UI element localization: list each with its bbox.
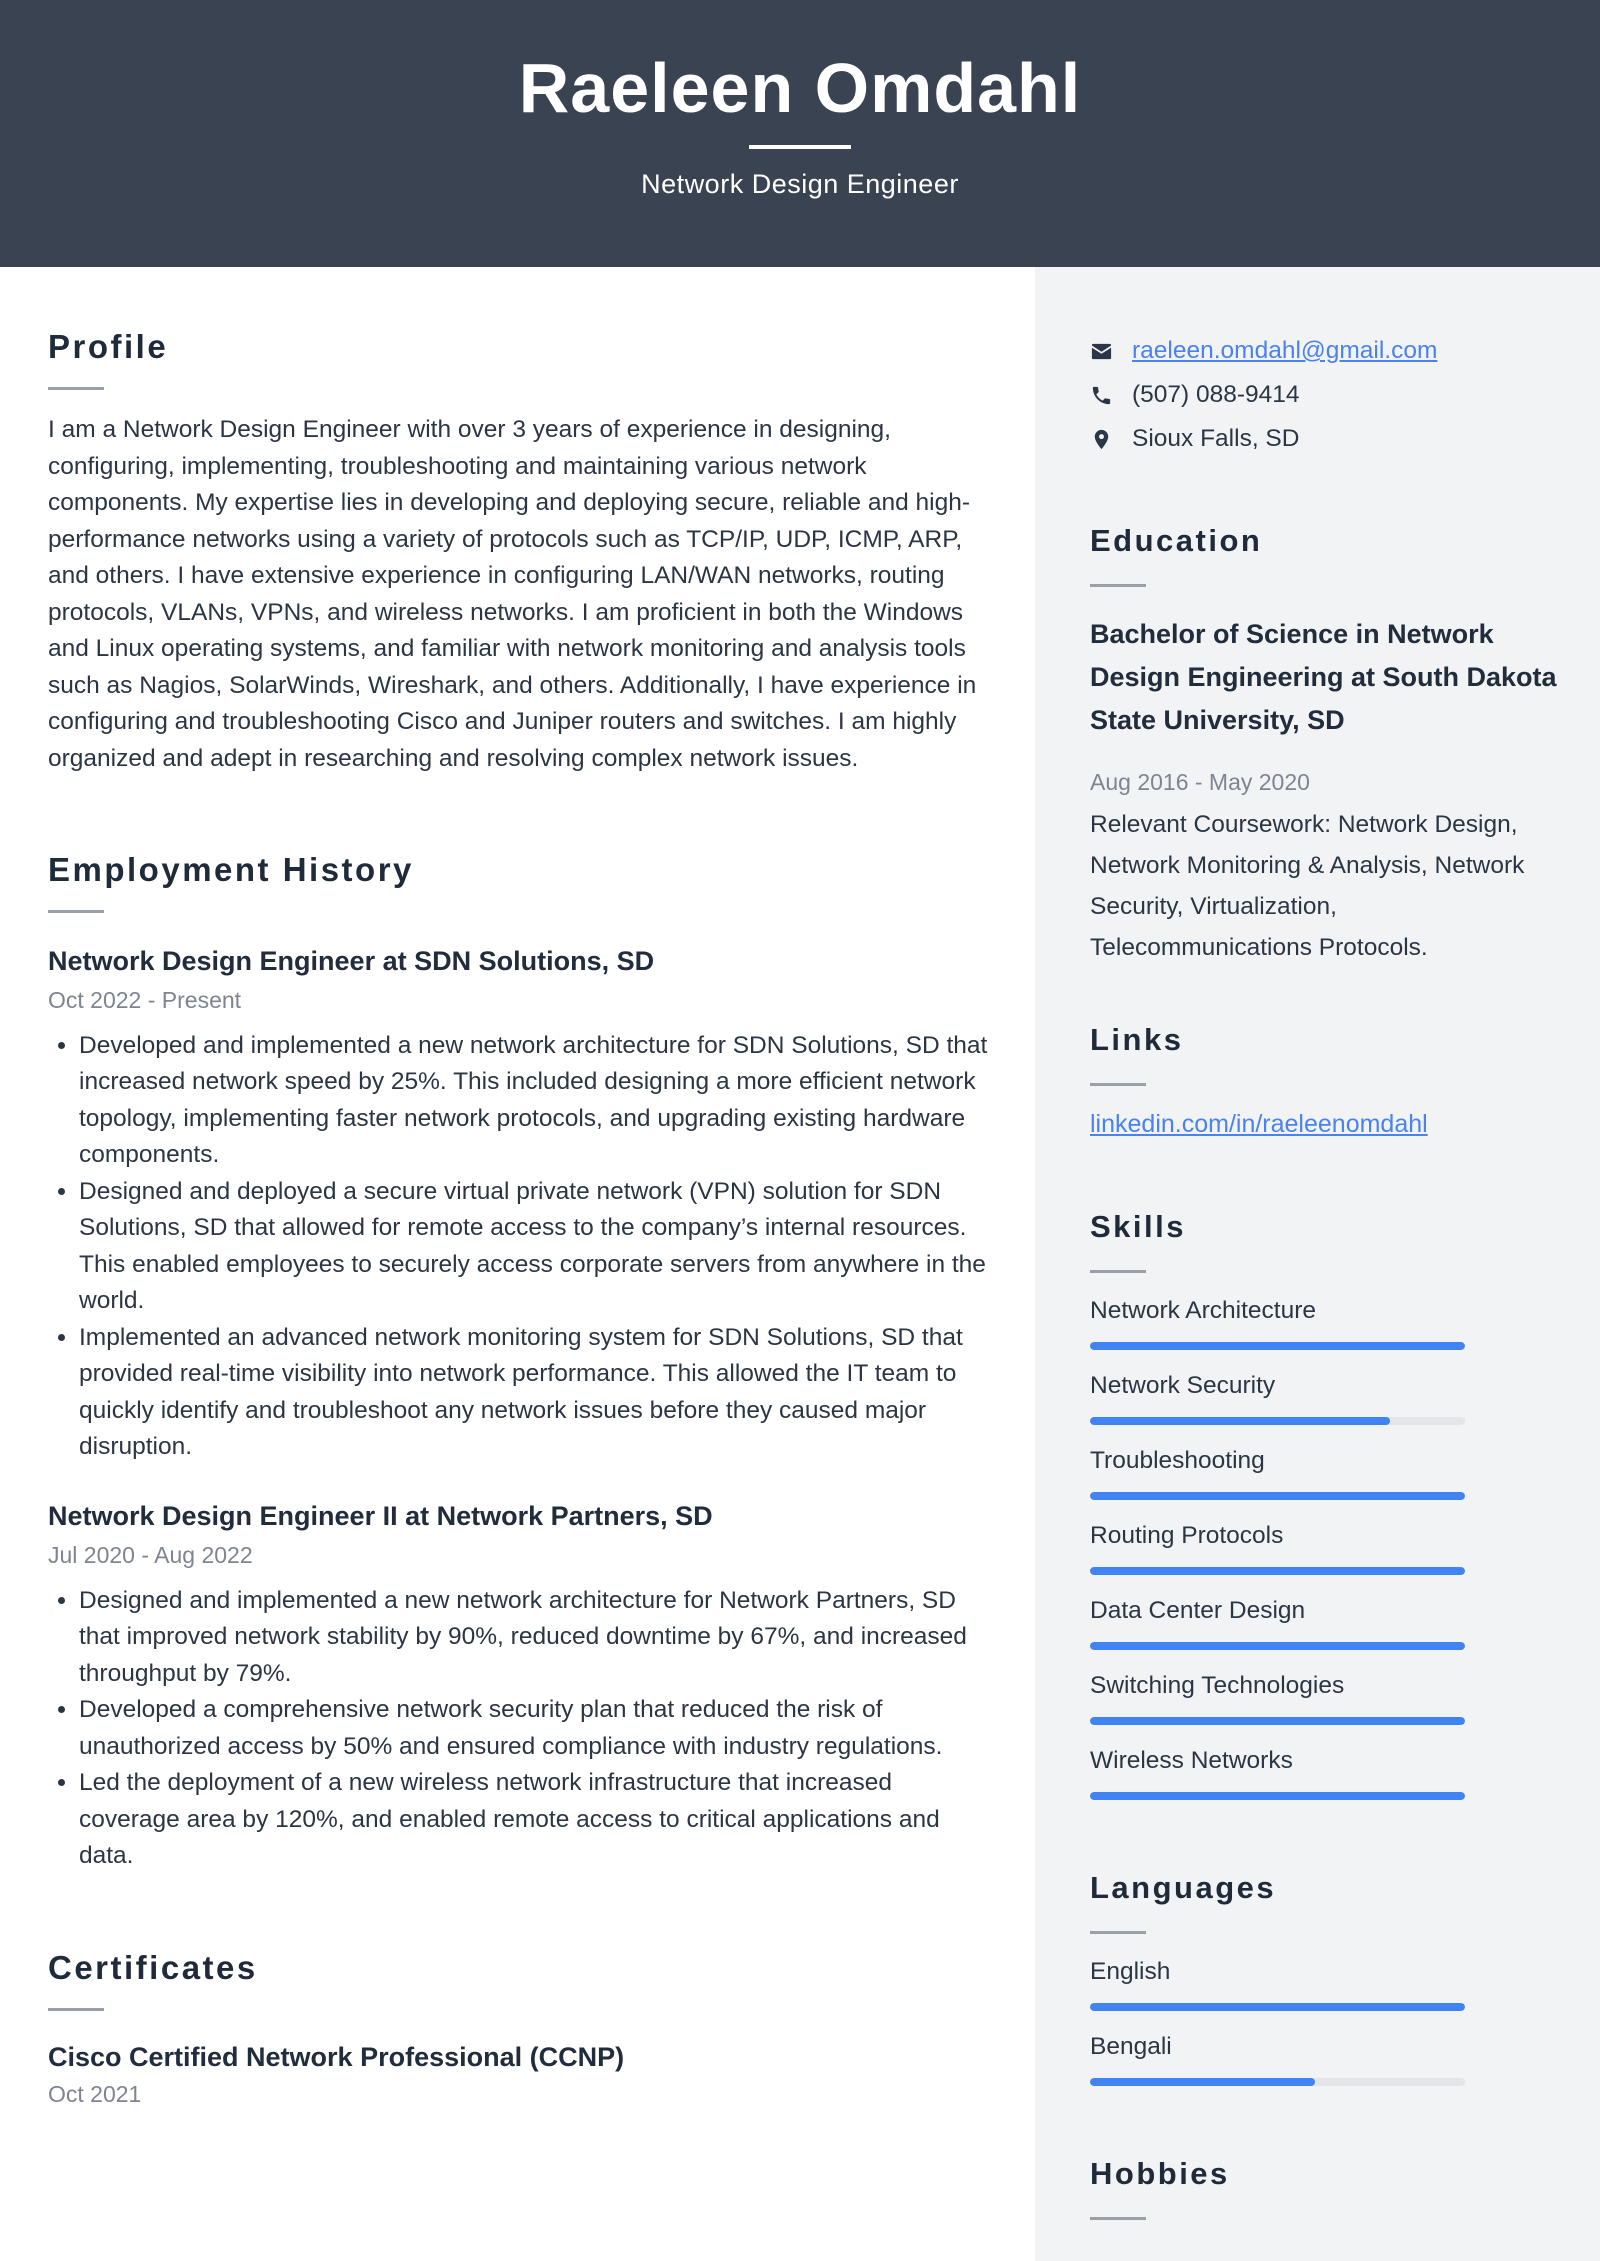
language-name: English [1090, 1958, 1171, 1985]
education-dates: Aug 2016 - May 2020 [1090, 769, 1310, 795]
education-section [1090, 525, 1560, 968]
skill-name: Network Security [1090, 1372, 1276, 1399]
language-item [1090, 1958, 1560, 2011]
skill-item [1090, 1447, 1560, 1500]
contact-phone-row [1090, 381, 1560, 409]
skill-bar-track [1090, 1717, 1465, 1725]
skill-item [1090, 1747, 1560, 1800]
job-bullet-list [48, 1028, 990, 1466]
skill-bar-fill [1090, 1342, 1465, 1350]
certificates-section [48, 1948, 990, 2109]
linkedin-link[interactable]: linkedin.com/in/raeleenomdahl [1090, 1110, 1428, 1138]
degree-title: Bachelor of Science in Network Design Engineering at South Dakota State University, SD [1090, 619, 1557, 735]
skill-bar-fill [1090, 1717, 1465, 1725]
language-bar-fill [1090, 2003, 1465, 2011]
contact-location-row [1090, 425, 1560, 453]
section-divider [1090, 1083, 1146, 1086]
skill-name: Routing Protocols [1090, 1522, 1284, 1549]
skill-name: Data Center Design [1090, 1597, 1306, 1624]
certificate-name: Cisco Certified Network Professional (CCNP) [48, 2041, 625, 2072]
profile-heading: Profile [48, 328, 169, 365]
language-bar-fill [1090, 2078, 1315, 2086]
person-name: Raeleen Omdahl [518, 49, 1082, 127]
profile-text: I am a Network Design Engineer with over 3 years of experience in designing, configuring, implementing, troubleshooting and maintaining various network components. My expertise lies in developing and deploying secure, reliable and high-performance networks using a variety of protocols such as TCP/IP, UDP, ICMP, ARP, and others. I have extensive experience in configuring LAN/WAN networks, routing protocols, VLANs, VPNs, and wireless networks. I am proficient in both the Windows and Linux operating systems, and familiar with network monitoring and analysis tools such as Nagios, SolarWinds, Wireshark, and others. Additionally, I have experience in configuring and troubleshooting Cisco and Juniper routers and switches. I am highly organized and adept in researching and resolving complex network issues. [48, 416, 977, 772]
link-row [1090, 1110, 1560, 1139]
content-columns [0, 267, 1600, 2261]
job-bullet: • Developed and implemented a new network architecture for SDN Solutions, SD that increased network speed by 25%. This included designing a more efficient network topology, implementing faster network protocols, and upgrading existing hardware components. [79, 1028, 990, 1174]
skill-bar-track [1090, 1567, 1465, 1575]
job-bullet: • Designed and implemented a new network architecture for Network Partners, SD that improved network stability by 90%, reduced downtime by 67%, and increased throughput by 79%. [79, 1583, 990, 1693]
job-dates: Oct 2022 - Present [48, 986, 242, 1013]
job-bullet: • Developed a comprehensive network security plan that reduced the risk of unauthorized access by 50% and ensured compliance with industry regulations. [79, 1692, 990, 1765]
certificate-entry [48, 2041, 990, 2109]
job-dates: Jul 2020 - Aug 2022 [48, 1541, 253, 1568]
skill-bar-fill [1090, 1417, 1390, 1425]
contact-email-row [1090, 337, 1560, 365]
job-title: Network Design Engineer II at Network Partners, SD [48, 1500, 713, 1531]
language-item [1090, 2033, 1560, 2086]
skill-name: Network Architecture [1090, 1297, 1317, 1324]
email-link[interactable]: raeleen.omdahl@gmail.com [1132, 337, 1438, 364]
job-bullet: • Implemented an advanced network monitoring system for SDN Solutions, SD that provided real-time visibility into network performance. This allowed the IT team to quickly identify and troubleshoot any network issues before they caused major disruption. [79, 1320, 990, 1466]
job-entry [48, 945, 990, 1466]
employment-section [48, 853, 990, 1875]
skill-bar-fill [1090, 1567, 1465, 1575]
skill-bar-fill [1090, 1492, 1465, 1500]
skill-name: Wireless Networks [1090, 1747, 1293, 1774]
skill-bar-fill [1090, 1642, 1465, 1650]
skill-item [1090, 1597, 1560, 1650]
location-pin-icon [1090, 428, 1113, 451]
skill-item [1090, 1672, 1560, 1725]
links-section [1090, 1024, 1560, 1139]
skills-heading: Skills [1090, 1209, 1186, 1244]
profile-section [48, 330, 990, 777]
languages-list [1090, 1958, 1560, 2086]
envelope-icon [1090, 340, 1113, 363]
employment-heading: Employment History [48, 851, 414, 888]
skill-item [1090, 1522, 1560, 1575]
contact-section [1090, 337, 1560, 453]
skill-bar-track [1090, 1417, 1465, 1425]
skill-bar-fill [1090, 1792, 1465, 1800]
person-job-title: Network Design Engineer [641, 169, 959, 199]
sidebar-column [1035, 267, 1600, 2261]
languages-heading: Languages [1090, 1870, 1277, 1905]
certificate-date: Oct 2021 [48, 2081, 142, 2108]
section-divider [1090, 1270, 1146, 1273]
language-name: Bengali [1090, 2033, 1172, 2060]
section-divider [48, 2008, 104, 2011]
phone-icon [1090, 384, 1113, 407]
education-details: Relevant Coursework: Network Design, Network Monitoring & Analysis, Network Security, Virtualization, Telecommunications Protocols. [1090, 811, 1525, 961]
links-heading: Links [1090, 1022, 1184, 1057]
skill-bar-track [1090, 1342, 1465, 1350]
hobbies-section [1090, 2158, 1560, 2220]
skill-item [1090, 1372, 1560, 1425]
jobs-list [48, 945, 990, 1875]
location-text: Sioux Falls, SD [1132, 425, 1300, 452]
skill-bar-track [1090, 1492, 1465, 1500]
section-divider [1090, 584, 1146, 587]
languages-section [1090, 1872, 1560, 2086]
skill-bar-track [1090, 1642, 1465, 1650]
skill-name: Switching Technologies [1090, 1672, 1345, 1699]
job-bullet: • Led the deployment of a new wireless network infrastructure that increased coverage area by 120%, and enabled remote access to critical applications and data. [79, 1765, 990, 1875]
section-divider [48, 910, 104, 913]
phone-number: (507) 088-9414 [1132, 381, 1300, 408]
section-divider [1090, 1931, 1146, 1934]
certificates-list [48, 2041, 990, 2109]
language-bar-track [1090, 2003, 1465, 2011]
job-title: Network Design Engineer at SDN Solutions, SD [48, 946, 655, 976]
main-column [0, 267, 1035, 2261]
skill-item [1090, 1297, 1560, 1350]
skills-list [1090, 1297, 1560, 1800]
skill-bar-track [1090, 1792, 1465, 1800]
skills-section [1090, 1211, 1560, 1800]
job-bullet-list [48, 1583, 990, 1875]
header [0, 0, 1600, 267]
skill-name: Troubleshooting [1090, 1447, 1265, 1474]
education-heading: Education [1090, 523, 1263, 558]
section-divider [48, 387, 104, 390]
job-entry [48, 1500, 990, 1875]
job-bullet: • Designed and deployed a secure virtual private network (VPN) solution for SDN Solutions, SD that allowed for remote access to the company’s internal resources. This enabled employees to securely access corporate servers from anywhere in the world. [79, 1174, 990, 1320]
section-divider [1090, 2217, 1146, 2220]
language-bar-track [1090, 2078, 1465, 2086]
hobbies-heading: Hobbies [1090, 2156, 1230, 2191]
name-divider [749, 145, 851, 149]
certificates-heading: Certificates [48, 1948, 258, 1986]
